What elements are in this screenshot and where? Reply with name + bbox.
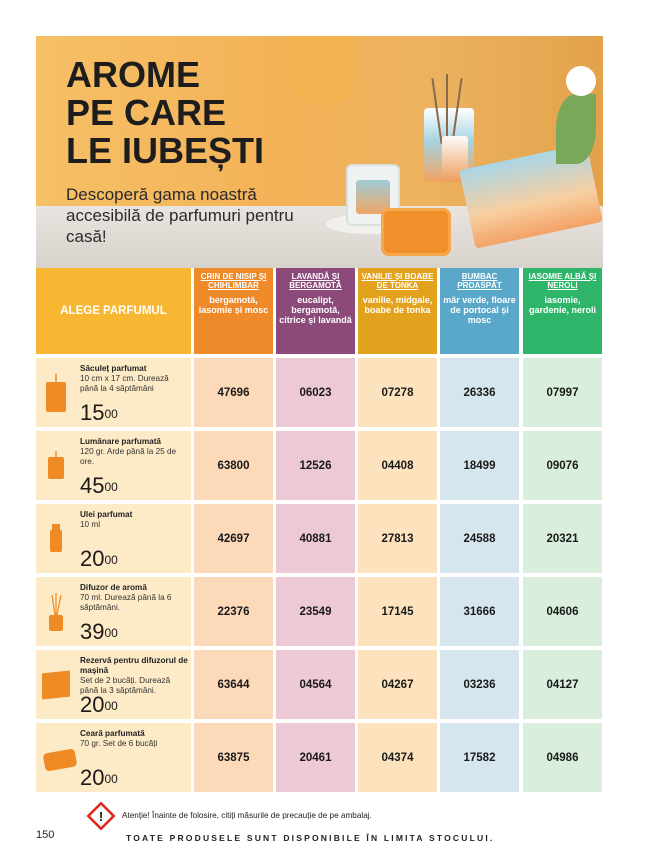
wax-melt-image [381, 208, 451, 256]
price-main: 15 [80, 400, 105, 425]
fragrance-name: BUMBAC PROASPĂT [457, 272, 502, 290]
product-code: 04986 [523, 723, 602, 792]
product-code: 07278 [358, 358, 437, 427]
hero-title: AROME PE CARE LE IUBEȘTI [66, 54, 265, 171]
header-fragrance-4 [440, 268, 519, 354]
price-cents: 00 [104, 553, 118, 567]
product-code: 03236 [440, 650, 519, 719]
product-code: 22376 [194, 577, 273, 646]
table-row [36, 577, 603, 646]
price-cents: 00 [104, 407, 118, 421]
price-main: 39 [80, 619, 105, 644]
svg-text:!: ! [98, 809, 104, 824]
fragrance-notes: iasomie, gardenie, neroli [528, 295, 597, 315]
product-price [80, 694, 118, 716]
hero-subtitle: Descoperă gama noastră accesibilă de parfumuri pentru casă! [66, 185, 294, 246]
fragrance-name: VANILIE ȘI BOABE DE TONKA [361, 272, 434, 290]
fragrance-notes: vanilie, midgale, boabe de tonka [362, 295, 433, 315]
diffuser-icon [42, 591, 70, 633]
product-description: 10 cm x 17 cm. Durează până la 4 săptămâni [80, 374, 169, 393]
product-price [80, 402, 118, 424]
stock-disclaimer: TOATE PRODUSELE SUNT DISPONIBILE ÎN LIMITA STOCULUI. [126, 833, 495, 843]
fragrance-notes: bergamotă, iasomie și mosc [198, 295, 269, 315]
product-cell [36, 723, 191, 792]
product-code: 23549 [276, 577, 355, 646]
product-code: 06023 [276, 358, 355, 427]
leaf-image [556, 94, 596, 164]
product-cell [36, 577, 191, 646]
product-code: 63800 [194, 431, 273, 500]
product-code: 31666 [440, 577, 519, 646]
page-number: 150 [36, 829, 55, 841]
product-code: 04606 [523, 577, 602, 646]
fragrance-notes: măr verde, floare de portocal și mosc [443, 295, 516, 325]
oil-bottle-icon [42, 518, 70, 560]
product-description: 70 gr. Set de 6 bucăți [80, 739, 158, 748]
table-row [36, 358, 603, 427]
product-price [80, 475, 118, 497]
product-code: 20321 [523, 504, 602, 573]
product-code: 04564 [276, 650, 355, 719]
sachet-icon [42, 372, 70, 414]
product-price [80, 767, 118, 789]
product-code: 04127 [523, 650, 602, 719]
product-cell [36, 504, 191, 573]
product-name: Rezervă pentru difuzorul de mașină [80, 656, 188, 675]
fragrance-name: LAVANDĂ ȘI BERGAMOTĂ [289, 272, 342, 290]
product-name: Difuzor de aromă [80, 583, 147, 592]
product-cell [36, 358, 191, 427]
product-code: 47696 [194, 358, 273, 427]
fragrance-name: IASOMIE ALBĂ ȘI NEROLI [528, 272, 597, 290]
product-name: Săculeț parfumat [80, 364, 147, 373]
product-name: Ulei parfumat [80, 510, 133, 519]
candle-icon [42, 445, 70, 487]
header-fragrance-2 [276, 268, 355, 354]
product-description: 70 ml. Durează până la 6 săptămâni. [80, 593, 172, 612]
product-code: 42697 [194, 504, 273, 573]
product-description: Set de 2 bucăți. Durează până la 3 săptămâni. [80, 676, 171, 695]
price-main: 20 [80, 692, 105, 717]
warning-text: Atenție! Înainte de folosire, citiți măsurile de precauție de pe ambalaj. [122, 811, 372, 820]
price-cents: 00 [104, 626, 118, 640]
product-price [80, 548, 118, 570]
product-description: 10 ml [80, 520, 101, 529]
table-row [36, 723, 603, 792]
warning-icon [86, 802, 116, 830]
price-main: 20 [80, 546, 105, 571]
product-code: 40881 [276, 504, 355, 573]
product-code: 27813 [358, 504, 437, 573]
product-price [80, 621, 118, 643]
hero-banner [36, 36, 603, 268]
table-row [36, 431, 603, 500]
price-main: 45 [80, 473, 105, 498]
header-fragrance-5 [523, 268, 602, 354]
header-fragrance-3 [358, 268, 437, 354]
product-code: 26336 [440, 358, 519, 427]
product-code: 24588 [440, 504, 519, 573]
product-code: 17145 [358, 577, 437, 646]
flower-image [566, 66, 596, 96]
product-name: Ceară parfumată [80, 729, 145, 738]
product-cell [36, 650, 191, 719]
product-code: 18499 [440, 431, 519, 500]
product-code: 12526 [276, 431, 355, 500]
product-code: 20461 [276, 723, 355, 792]
price-cents: 00 [104, 699, 118, 713]
table-row [36, 504, 603, 573]
product-code: 17582 [440, 723, 519, 792]
header-fragrance-1 [194, 268, 273, 354]
price-cents: 00 [104, 480, 118, 494]
product-code: 07997 [523, 358, 602, 427]
wax-melt-icon [42, 737, 70, 779]
product-cell [36, 431, 191, 500]
product-code: 04374 [358, 723, 437, 792]
product-code: 63875 [194, 723, 273, 792]
fragrance-name: CRIN DE NISIP ȘI CHIHLIMBAR [200, 272, 267, 290]
table-row [36, 650, 603, 719]
fragrance-notes: eucalipt, bergamotă, citrice și lavandă [279, 295, 352, 325]
header-choose-fragrance: ALEGE PARFUMUL [36, 268, 191, 354]
price-main: 20 [80, 765, 105, 790]
product-code: 63644 [194, 650, 273, 719]
product-name: Lumânare parfumată [80, 437, 161, 446]
product-code: 04267 [358, 650, 437, 719]
product-description: 120 gr. Arde până la 25 de ore. [80, 447, 177, 466]
product-code: 09076 [523, 431, 602, 500]
product-code: 04408 [358, 431, 437, 500]
car-refill-icon [42, 664, 70, 706]
price-cents: 00 [104, 772, 118, 786]
